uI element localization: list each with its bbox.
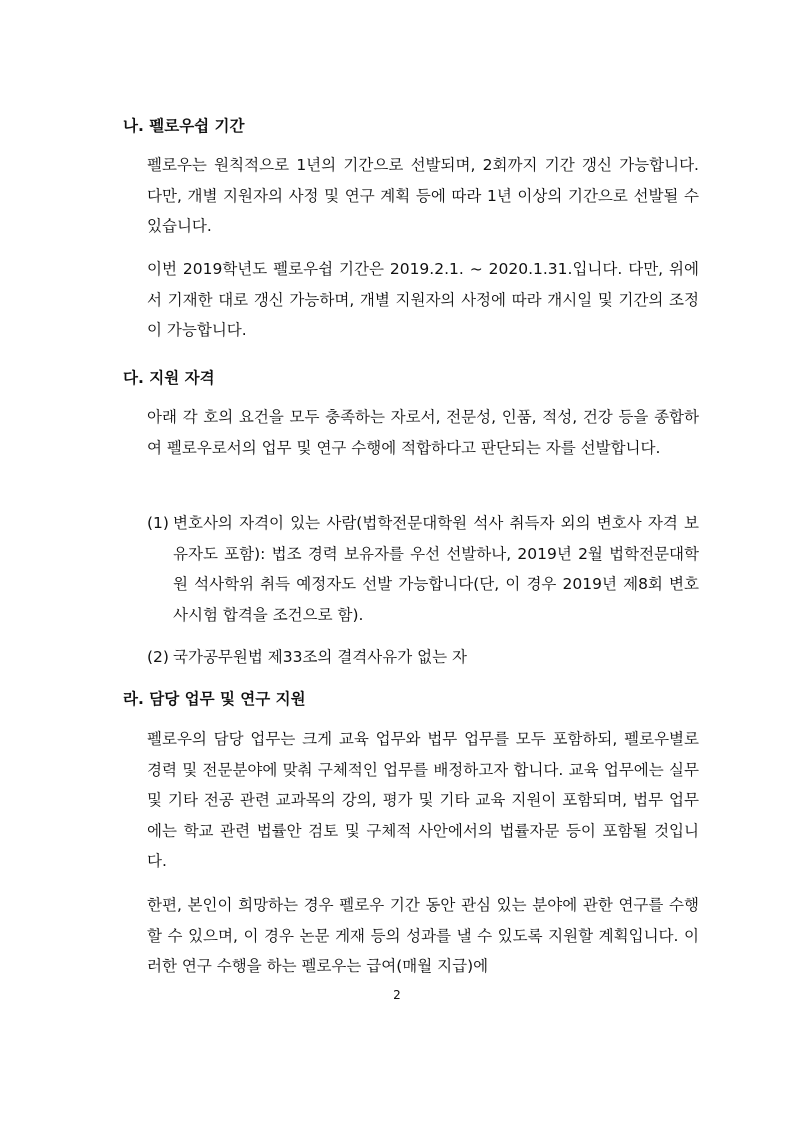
section-heading-fellowship-period: 나. 펠로우쉽 기간 [123, 117, 245, 135]
paragraph-duties-1: 펠로우의 담당 업무는 크게 교육 업무와 법무 업무를 모두 포함하되, 펠로우별로 경력 및 전문분야에 맞춰 구체적인 업무를 배정하고자 합니다. 교육 업무에는 실무 및 기타 전공 관련 교과목의 강의, 평가 및 기타 교육 지원이 포함되며, 법무 업무에는 학교 관련 법률안 검토 및 구체적 사안에서의 법률자문 등이 포함될 것입니다. [147, 730, 699, 870]
list-item-text: 변호사의 자격이 있는 사람(법학전문대학원 석사 취득자 외의 변호사 자격 보유자도 포함): 법조 경력 보유자를 우선 선발하나, 2019년 2월 법학전문대학원 석사학위 취득 예정자도 선발 가능합니다(단, 이 경우 2019년 제8회 변호사시험 합격을 조건으로 함). [173, 514, 699, 624]
section-heading-duties-research: 라. 담당 업무 및 연구 지원 [123, 690, 306, 708]
list-item-requirement-1 [147, 508, 699, 630]
paragraph-fellowship-period-1: 펠로우는 원칙적으로 1년의 기간으로 선발되며, 2회까지 기간 갱신 가능합니다. 다만, 개별 지원자의 사정 및 연구 계획 등에 따라 1년 이상의 기간으로 선발될 수 있습니다. [147, 156, 699, 235]
paragraph-fellowship-period-2: 이번 2019학년도 펠로우쉽 기간은 2019.2.1. ~ 2020.1.31.입니다. 다만, 위에서 기재한 대로 갱신 가능하며, 개별 지원자의 사정에 따라 개시일 및 기간의 조정이 가능합니다. [147, 260, 699, 339]
list-item-requirement-2 [147, 642, 699, 673]
list-item-number: (2) [147, 648, 169, 666]
page-number: 2 [393, 988, 401, 1002]
paragraph-eligibility-intro: 아래 각 호의 요건을 모두 충족하는 자로서, 전문성, 인품, 적성, 건강 등을 종합하여 펠로우로서의 업무 및 연구 수행에 적합하다고 판단되는 자를 선발합니다. [147, 408, 699, 457]
section-heading-eligibility: 다. 지원 자격 [123, 369, 215, 387]
paragraph-duties-2: 한편, 본인이 희망하는 경우 펠로우 기간 동안 관심 있는 분야에 관한 연구를 수행할 수 있으며, 이 경우 논문 게재 등의 성과를 낼 수 있도록 지원할 계획입니다. 이러한 연구 수행을 하는 펠로우는 급여(매월 지급)에 [147, 896, 699, 975]
list-item-text: 국가공무원법 제33조의 결격사유가 없는 자 [173, 648, 467, 666]
list-item-number: (1) [147, 514, 169, 532]
